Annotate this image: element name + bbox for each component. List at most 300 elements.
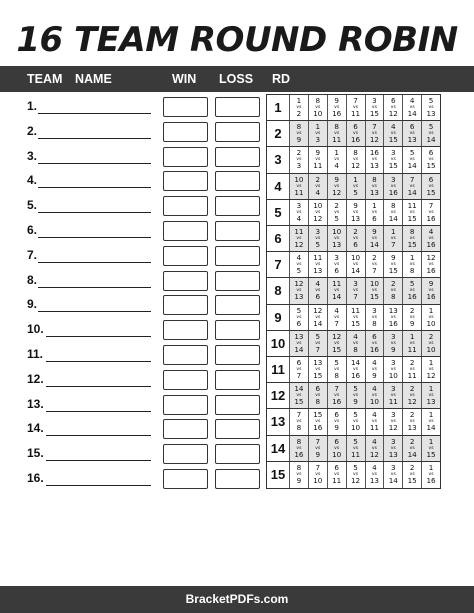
vs-label: vs [390, 157, 396, 163]
team-name-field[interactable] [46, 460, 151, 461]
vs-label: vs [296, 236, 302, 241]
away-team: 11 [407, 344, 417, 354]
team-name-field[interactable] [38, 163, 151, 164]
matchup-cell [421, 357, 440, 382]
win-box[interactable] [163, 122, 208, 142]
home-team: 2 [315, 174, 321, 184]
matchup-cell [383, 200, 402, 225]
matchup-cell [383, 174, 402, 199]
matchup-cell [421, 95, 440, 120]
away-team: 12 [350, 475, 361, 485]
home-team: 4 [372, 358, 377, 367]
away-team: 9 [296, 475, 302, 485]
away-team: 14 [407, 161, 417, 171]
vs-label: vs [390, 262, 396, 268]
vs-label: vs [296, 131, 302, 137]
round-row [267, 305, 440, 331]
round-row [267, 95, 440, 121]
vs-label: vs [428, 209, 434, 215]
home-team: 7 [353, 96, 358, 105]
win-box[interactable] [163, 196, 208, 216]
home-team: 11 [332, 279, 342, 289]
away-team: 8 [296, 423, 302, 433]
round-row [267, 278, 440, 304]
matchup-cell [289, 409, 308, 434]
win-box[interactable] [163, 295, 208, 315]
round-number: 4 [274, 178, 282, 194]
vs-label: vs [315, 262, 321, 268]
team-row [0, 219, 262, 244]
home-team: 2 [409, 358, 415, 367]
away-team: 10 [332, 449, 342, 459]
home-team: 3 [391, 331, 396, 341]
vs-label: vs [390, 367, 396, 372]
away-team: 13 [407, 135, 417, 145]
home-team: 4 [372, 410, 377, 420]
matchup-cell [289, 462, 308, 488]
home-team: 8 [296, 122, 302, 132]
home-team: 2 [409, 410, 415, 420]
matchup-cell [402, 383, 421, 408]
loss-box[interactable] [215, 171, 260, 191]
vs-label: vs [315, 419, 321, 425]
win-box[interactable] [163, 345, 208, 365]
round-number: 11 [271, 362, 285, 378]
vs-label: vs [409, 262, 415, 268]
away-team: 8 [334, 371, 339, 380]
loss-box[interactable] [215, 444, 260, 464]
vs-label: vs [428, 340, 434, 346]
vs-label: vs [353, 183, 359, 189]
team-name-field[interactable] [38, 262, 151, 263]
round-row [267, 436, 440, 462]
vs-label: vs [296, 262, 302, 268]
matchup-cell [289, 436, 308, 461]
matchup-cell [402, 121, 421, 146]
team-name-field[interactable] [38, 187, 151, 188]
matchup-cell [327, 462, 346, 488]
away-team: 9 [334, 423, 339, 433]
team-number: 3. [27, 148, 38, 163]
home-team: 5 [353, 436, 358, 446]
matchup-cell [289, 331, 308, 356]
vs-label: vs [428, 288, 434, 294]
loss-box[interactable] [215, 345, 260, 365]
matchup-cell [346, 226, 365, 251]
loss-box[interactable] [215, 469, 260, 489]
vs-label: vs [409, 419, 415, 425]
vs-label: vs [371, 209, 377, 215]
home-team: 10 [313, 200, 323, 210]
away-team: 10 [388, 371, 398, 380]
away-team: 16 [350, 371, 361, 380]
team-number: 1. [27, 99, 38, 113]
round-number: 7 [274, 257, 282, 273]
away-team: 15 [426, 161, 436, 171]
win-box[interactable] [163, 320, 208, 340]
vs-label: vs [371, 131, 377, 137]
away-team: 12 [369, 449, 380, 459]
vs-label: vs [428, 157, 434, 163]
matchup-cell [289, 174, 308, 199]
home-team: 2 [409, 462, 415, 472]
matchup-cell [346, 331, 365, 356]
home-team: 5 [428, 122, 434, 132]
away-team: 14 [407, 187, 417, 197]
team-header: TEAM [27, 72, 63, 86]
team-name-field[interactable] [38, 212, 151, 213]
win-box[interactable] [163, 419, 208, 439]
home-team: 9 [353, 200, 358, 210]
matchup-cell [365, 252, 384, 277]
home-team: 7 [315, 462, 321, 472]
home-team: 6 [296, 358, 302, 367]
vs-label: vs [315, 314, 321, 320]
matchup-cell [327, 357, 346, 382]
vs-label: vs [296, 209, 302, 215]
loss-box[interactable] [215, 370, 260, 390]
matchup-cell [346, 200, 365, 225]
matchup-cell [346, 121, 365, 146]
home-team: 3 [372, 96, 377, 105]
team-row [0, 244, 262, 269]
away-team: 15 [407, 213, 417, 223]
team-name-field[interactable] [38, 311, 151, 312]
matchup-cell [346, 409, 365, 434]
team-name-field[interactable] [46, 411, 151, 412]
away-team: 11 [407, 371, 417, 380]
home-team: 2 [428, 331, 434, 341]
vs-label: vs [334, 105, 340, 110]
vs-label: vs [296, 288, 302, 294]
loss-box[interactable] [215, 395, 260, 415]
win-box[interactable] [163, 246, 208, 266]
win-box[interactable] [163, 221, 208, 241]
team-name-field[interactable] [46, 485, 151, 486]
home-team: 4 [334, 305, 339, 315]
matchup-cell [308, 331, 327, 356]
round-matches [289, 331, 440, 356]
vs-label: vs [334, 209, 340, 215]
team-number: 5. [27, 198, 38, 213]
home-team: 6 [353, 122, 358, 132]
team-name-field[interactable] [46, 386, 151, 387]
away-team: 15 [388, 135, 398, 145]
vs-label: vs [390, 183, 396, 189]
home-team: 8 [391, 200, 396, 210]
away-team: 15 [369, 109, 380, 118]
away-team: 6 [372, 213, 377, 223]
team-number: 2. [27, 123, 38, 138]
team-name-field[interactable] [38, 237, 151, 238]
matchup-cell [402, 147, 421, 172]
away-team: 13 [407, 423, 417, 433]
round-row [267, 147, 440, 173]
round-header: RD [272, 72, 291, 86]
home-team: 2 [409, 384, 415, 394]
away-team: 11 [388, 397, 398, 407]
vs-label: vs [353, 262, 359, 268]
away-team: 12 [313, 213, 323, 223]
vs-label: vs [315, 393, 321, 399]
win-box[interactable] [163, 395, 208, 415]
away-team: 16 [350, 135, 361, 145]
loss-box[interactable] [215, 221, 260, 241]
away-team: 10 [426, 318, 436, 328]
matchup-cell [365, 200, 384, 225]
away-team: 16 [388, 318, 398, 328]
matchup-cell [365, 409, 384, 434]
matchup-cell [402, 409, 421, 434]
vs-label: vs [390, 131, 396, 137]
round-matches [289, 357, 440, 382]
away-team: 15 [426, 187, 436, 197]
away-team: 15 [350, 318, 361, 328]
loss-box[interactable] [215, 196, 260, 216]
matchup-cell [289, 278, 308, 303]
vs-label: vs [315, 445, 321, 451]
away-team: 13 [313, 266, 323, 276]
home-team: 6 [391, 96, 396, 105]
home-team: 4 [372, 384, 377, 394]
team-name-field[interactable] [46, 435, 151, 436]
away-team: 4 [296, 213, 302, 223]
home-team: 7 [315, 436, 321, 446]
win-box[interactable] [163, 370, 208, 390]
away-team: 15 [294, 397, 304, 407]
home-team: 4 [353, 331, 358, 341]
matchup-cell [308, 436, 327, 461]
vs-label: vs [334, 445, 340, 451]
matchup-cell [289, 383, 308, 408]
home-team: 12 [313, 305, 323, 315]
team-row [0, 417, 262, 442]
round-row [267, 121, 440, 147]
matchup-cell [346, 95, 365, 120]
matchup-cell [308, 226, 327, 251]
home-team: 1 [409, 331, 415, 341]
loss-box[interactable] [215, 419, 260, 439]
away-team: 3 [296, 161, 302, 171]
team-name-field[interactable] [46, 336, 151, 337]
round-row [267, 409, 440, 435]
home-team: 11 [294, 227, 304, 236]
team-number: 14. [27, 421, 44, 436]
vs-label: vs [390, 288, 396, 294]
away-team: 15 [407, 240, 417, 249]
vs-label: vs [353, 314, 359, 320]
loss-box[interactable] [215, 271, 260, 291]
vs-label: vs [428, 131, 434, 137]
matchup-cell [421, 174, 440, 199]
away-team: 14 [332, 292, 342, 302]
round-number: 14 [270, 440, 286, 456]
home-team: 1 [428, 462, 434, 472]
home-team: 6 [334, 410, 339, 420]
vs-label: vs [353, 445, 359, 451]
round-matches [289, 174, 440, 199]
matchup-cell [327, 226, 346, 251]
matchup-cell [383, 121, 402, 146]
away-team: 16 [313, 423, 323, 433]
away-team: 12 [294, 240, 304, 249]
vs-label: vs [334, 262, 340, 268]
home-team: 15 [313, 410, 323, 420]
vs-label: vs [353, 105, 359, 110]
home-team: 6 [372, 331, 377, 341]
home-team: 1 [428, 384, 434, 394]
matchup-cell [365, 357, 384, 382]
vs-label: vs [315, 209, 321, 215]
matchup-cell [402, 95, 421, 120]
home-team: 2 [391, 279, 396, 289]
away-team: 5 [353, 187, 358, 197]
away-team: 13 [426, 109, 436, 118]
vs-label: vs [296, 314, 302, 320]
away-team: 13 [294, 292, 304, 302]
loss-box[interactable] [215, 97, 260, 117]
loss-box[interactable] [215, 122, 260, 142]
matchup-cell [308, 147, 327, 172]
home-team: 8 [409, 227, 415, 236]
matchup-cell [402, 226, 421, 251]
round-matches [289, 121, 440, 146]
vs-label: vs [409, 393, 415, 399]
matchup-cell [365, 226, 384, 251]
round-number: 15 [270, 467, 286, 483]
home-team: 7 [334, 384, 339, 394]
matchup-cell [402, 462, 421, 488]
home-team: 4 [296, 253, 302, 263]
matchup-cell [365, 174, 384, 199]
matchup-cell [421, 226, 440, 251]
home-team: 9 [334, 174, 339, 184]
away-team: 10 [313, 475, 323, 485]
away-team: 8 [315, 397, 321, 407]
home-team: 2 [372, 253, 377, 263]
home-team: 3 [334, 253, 339, 263]
loss-box[interactable] [215, 246, 260, 266]
team-number: 4. [27, 173, 38, 188]
away-team: 9 [391, 344, 396, 354]
team-name-field[interactable] [38, 138, 151, 139]
away-team: 10 [426, 344, 436, 354]
matchup-cell [308, 252, 327, 277]
win-box[interactable] [163, 171, 208, 191]
matchup-cell [327, 174, 346, 199]
home-team: 4 [428, 227, 434, 236]
vs-label: vs [371, 105, 377, 110]
home-team: 3 [391, 462, 396, 472]
matchup-cell [365, 278, 384, 303]
vs-label: vs [334, 183, 340, 189]
home-team: 6 [428, 148, 434, 158]
matchup-cell [308, 462, 327, 488]
vs-label: vs [353, 131, 359, 137]
away-team: 9 [372, 371, 377, 380]
team-number: 16. [27, 471, 44, 485]
away-team: 13 [369, 187, 380, 197]
win-box[interactable] [163, 469, 208, 489]
team-list [0, 92, 262, 492]
vs-label: vs [296, 340, 302, 346]
vs-label: vs [334, 367, 340, 372]
home-team: 8 [372, 174, 377, 184]
matchup-cell [346, 383, 365, 408]
home-team: 1 [428, 358, 434, 367]
home-team: 1 [315, 122, 321, 132]
loss-box[interactable] [215, 147, 260, 167]
vs-label: vs [409, 105, 415, 110]
matchup-cell [289, 226, 308, 251]
team-name-field[interactable] [38, 287, 151, 288]
column-header-bar [0, 66, 474, 92]
home-team: 4 [372, 462, 377, 472]
vs-label: vs [371, 471, 377, 477]
home-team: 5 [334, 358, 339, 367]
win-box[interactable] [163, 97, 208, 117]
home-team: 3 [391, 174, 396, 184]
vs-label: vs [296, 183, 302, 189]
team-name-field[interactable] [38, 113, 151, 114]
away-team: 6 [296, 318, 302, 328]
matchup-cell [421, 383, 440, 408]
round-matches [289, 409, 440, 434]
vs-label: vs [353, 209, 359, 215]
round-row [267, 200, 440, 226]
matchup-cell [383, 383, 402, 408]
vs-label: vs [409, 471, 415, 477]
win-box[interactable] [163, 444, 208, 464]
round-row [267, 331, 440, 357]
team-name-field[interactable] [46, 361, 151, 362]
matchup-cell [402, 174, 421, 199]
team-row [0, 442, 262, 467]
matchup-cell [346, 357, 365, 382]
vs-label: vs [334, 131, 340, 137]
home-team: 2 [409, 436, 415, 446]
home-team: 1 [428, 305, 434, 315]
home-team: 5 [409, 148, 415, 158]
vs-label: vs [409, 367, 415, 372]
home-team: 3 [353, 279, 358, 289]
vs-label: vs [371, 445, 377, 451]
loss-box[interactable] [215, 295, 260, 315]
win-box[interactable] [163, 271, 208, 291]
vs-label: vs [428, 445, 434, 451]
home-team: 9 [334, 96, 339, 105]
home-team: 3 [315, 227, 321, 236]
win-header: WIN [172, 72, 197, 86]
matchup-cell [327, 436, 346, 461]
team-number: 15. [27, 446, 44, 461]
away-team: 11 [350, 449, 361, 459]
away-team: 12 [350, 161, 361, 171]
matchup-cell [383, 462, 402, 488]
matchup-cell [308, 357, 327, 382]
home-team: 4 [315, 279, 321, 289]
round-row [267, 383, 440, 409]
loss-header: LOSS [219, 72, 254, 86]
loss-box[interactable] [215, 320, 260, 340]
round-number: 5 [274, 204, 282, 220]
vs-label: vs [390, 445, 396, 451]
win-box[interactable] [163, 147, 208, 167]
away-team: 12 [407, 397, 417, 407]
vs-label: vs [390, 471, 396, 477]
home-team: 2 [334, 200, 339, 210]
away-team: 11 [313, 161, 323, 171]
